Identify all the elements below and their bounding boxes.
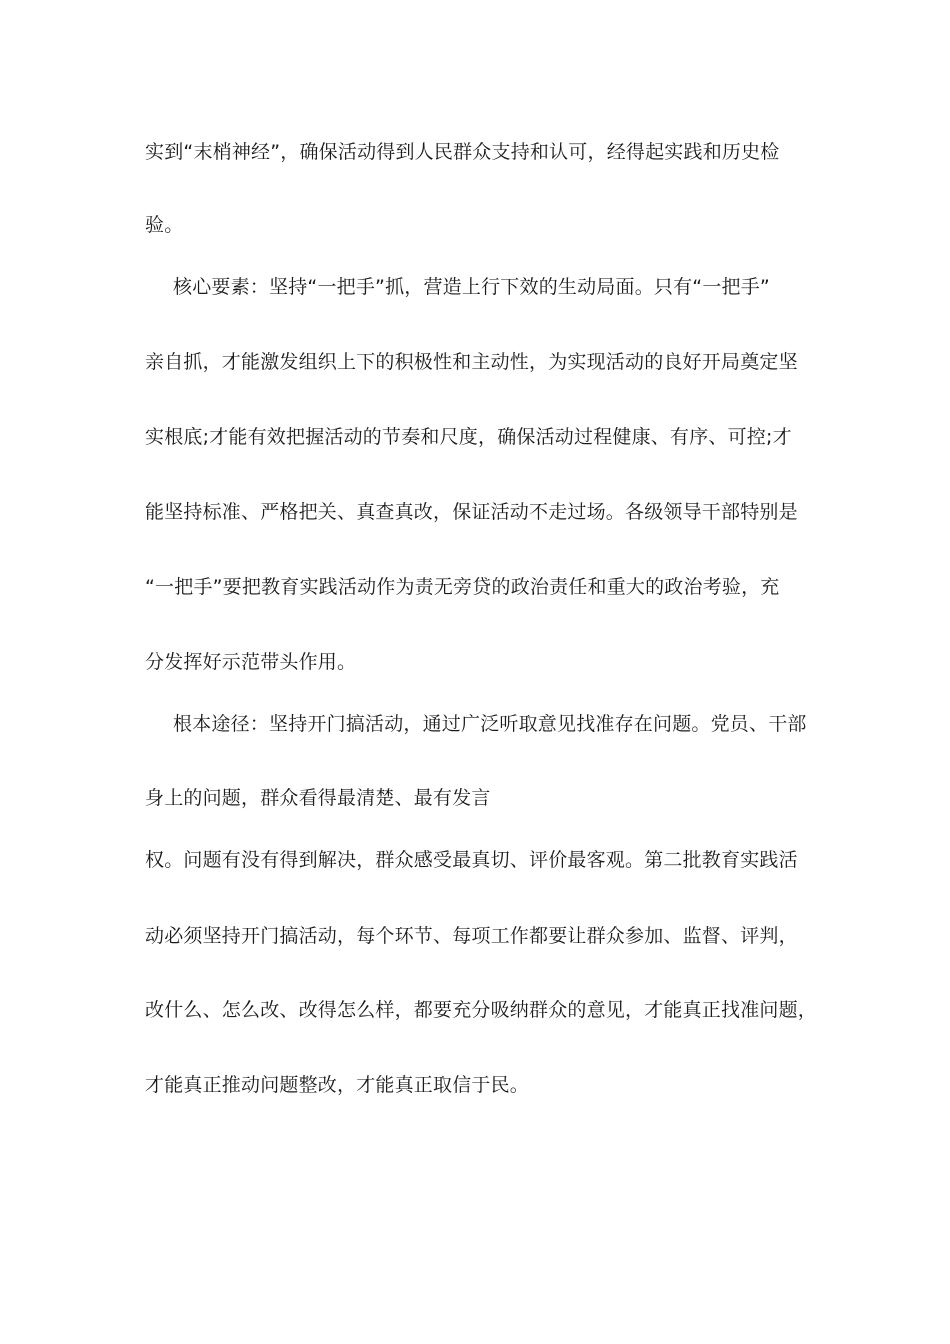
text-line: 动必须坚持开门搞活动，每个环节、每项工作都要让群众参加、监督、评判，	[145, 925, 798, 947]
text-line: 权。问题有没有得到解决，群众感受最真切、评价最客观。第二批教育实践活	[145, 849, 798, 871]
text-line: 实根底;才能有效把握活动的节奏和尺度，确保活动过程健康、有序、可控;才	[145, 426, 792, 448]
text-line: 根本途径：坚持开门搞活动，通过广泛听取意见找准存在问题。党员、干部	[173, 713, 807, 735]
text-line: 亲自抓，才能激发组织上下的积极性和主动性，为实现活动的良好开局奠定坚	[145, 351, 798, 373]
text-line: 实到“末梢神经”，确保活动得到人民群众支持和认可，经得起实践和历史检	[145, 141, 780, 163]
text-line: 验。	[145, 214, 184, 236]
text-line: 能坚持标准、严格把关、真查真改，保证活动不走过场。各级领导干部特别是	[145, 501, 798, 523]
text-line: “一把手”要把教育实践活动作为责无旁贷的政治责任和重大的政治考验，充	[145, 576, 780, 598]
text-line: 才能真正推动问题整改，才能真正取信于民。	[145, 1074, 530, 1096]
text-line: 身上的问题，群众看得最清楚、最有发言	[145, 787, 491, 809]
text-line: 改什么、怎么改、改得怎么样，都要充分吸纳群众的意见，才能真正找准问题，	[145, 999, 818, 1021]
text-line: 分发挥好示范带头作用。	[145, 651, 357, 673]
text-line: 核心要素：坚持“一把手”抓，营造上行下效的生动局面。只有“一把手”	[173, 276, 770, 298]
